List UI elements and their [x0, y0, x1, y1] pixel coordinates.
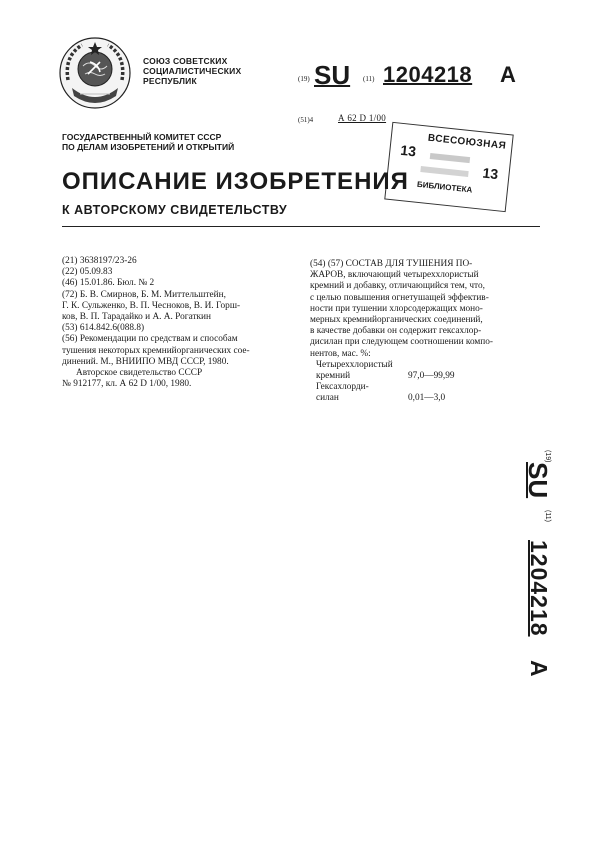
stamp-title: ВСЕСОЮЗНАЯ: [427, 132, 507, 152]
header-divider: [62, 226, 540, 227]
union-line: РЕСПУБЛИК: [143, 76, 197, 86]
claim-line: дисилан при следующем соотношении компо-: [310, 337, 494, 348]
publication-number: 1204218: [383, 62, 473, 87]
bib-line: № 912177, кл. А 62 D 1/00, 1980.: [62, 379, 192, 390]
bib-line: (46) 15.01.86. Бюл. № 2: [62, 278, 155, 289]
bib-line: динений. М., ВНИИПО МВД СССР, 1980.: [62, 356, 229, 367]
claim-line: мерных кремнийорганических соединений,: [310, 315, 483, 326]
bib-line: (53) 614.842.6(088.8): [62, 323, 145, 334]
country-code-prefix: (19): [298, 75, 310, 83]
bib-line: ков, В. П. Тарадайко и А. А. Рогаткин: [62, 312, 211, 323]
stamp-number-left: 13: [399, 141, 417, 160]
component-row: [310, 382, 542, 393]
stamp-number-right: 13: [481, 164, 499, 183]
bib-line: (22) 05.09.83: [62, 267, 113, 278]
union-line: СОЦИАЛИСТИЧЕСКИХ: [143, 66, 242, 76]
vertical-patent-number: [521, 452, 551, 692]
claim-line: кремний и добавку, отличающийся тем, что,: [310, 281, 485, 292]
component-value: 97,0—99,99: [408, 371, 455, 382]
vertical-document-kind: A: [526, 660, 552, 677]
union-line: СОЮЗ СОВЕТСКИХ: [143, 56, 228, 66]
claim-line: в качестве добавки он содержит гексахлор-: [310, 326, 482, 337]
component-name: силан: [316, 393, 339, 404]
bib-line: тушения некоторых кремнийорганических сое-: [62, 345, 250, 356]
bibliographic-data: [62, 256, 298, 390]
claim-line: нентов, мас. %:: [310, 348, 371, 359]
document-subtitle: К АВТОРСКОМУ СВИДЕТЕЛЬСТВУ: [62, 203, 288, 217]
claim-line: с целью повышения огнетушащей эффектив-: [310, 292, 489, 303]
vertical-patent-number-text: [521, 452, 551, 692]
ipc-classification: А 62 D 1/00: [338, 113, 387, 123]
component-name: Четыреххлористый: [316, 359, 393, 370]
claim-section: [310, 259, 542, 405]
publication-number-prefix: (11): [363, 75, 375, 83]
component-table: [310, 360, 542, 405]
bib-line: (72) Б. В. Смирнов, Б. М. Миттельштейн,: [62, 289, 226, 300]
claim-line: ЖАРОВ, включающий четыреххлористый: [310, 270, 479, 281]
vertical-country-prefix: (19): [544, 450, 551, 463]
ipc-prefix: (51)4: [298, 116, 314, 124]
bib-line: (56) Рекомендации по средствам и способам: [62, 334, 238, 345]
bib-line: (21) 3638197/23-26: [62, 256, 137, 266]
stamp-smudge: [420, 166, 468, 177]
component-name: Гексахлорди-: [316, 382, 369, 393]
component-row: [310, 360, 542, 371]
vertical-country-code: SU: [523, 462, 553, 499]
committee-line: ГОСУДАРСТВЕННЫЙ КОМИТЕТ СССР: [62, 132, 222, 142]
stamp-footer: БИБЛИОТЕКА: [416, 179, 473, 195]
vertical-publication-number: 1204218: [526, 540, 552, 637]
component-value: 0,01—3,0: [408, 393, 446, 404]
component-name: кремний: [316, 371, 351, 382]
committee-line: ПО ДЕЛАМ ИЗОБРЕТЕНИЙ И ОТКРЫТИЙ: [62, 142, 235, 152]
document-title: ОПИСАНИЕ ИЗОБРЕТЕНИЯ: [62, 168, 409, 195]
ussr-emblem-icon: [58, 36, 132, 110]
vertical-number-prefix: (11): [544, 510, 551, 522]
claim-line: (54) (57) СОСТАВ ДЛЯ ТУШЕНИЯ ПО-: [310, 259, 473, 269]
bib-line: Авторское свидетельство СССР: [76, 368, 203, 379]
bib-line: Г. К. Сульженко, В. П. Чесноков, В. И. Горш-: [62, 300, 241, 311]
claim-line: ности при тушении хлорсодержащих моно-: [310, 303, 483, 314]
component-row: [310, 393, 542, 404]
country-code: SU: [314, 60, 351, 90]
stamp-smudge: [430, 153, 470, 163]
union-name: [143, 56, 241, 86]
document-kind: A: [500, 62, 516, 87]
library-stamp: [384, 122, 513, 212]
committee-name: [62, 132, 234, 152]
component-row: [310, 371, 542, 382]
